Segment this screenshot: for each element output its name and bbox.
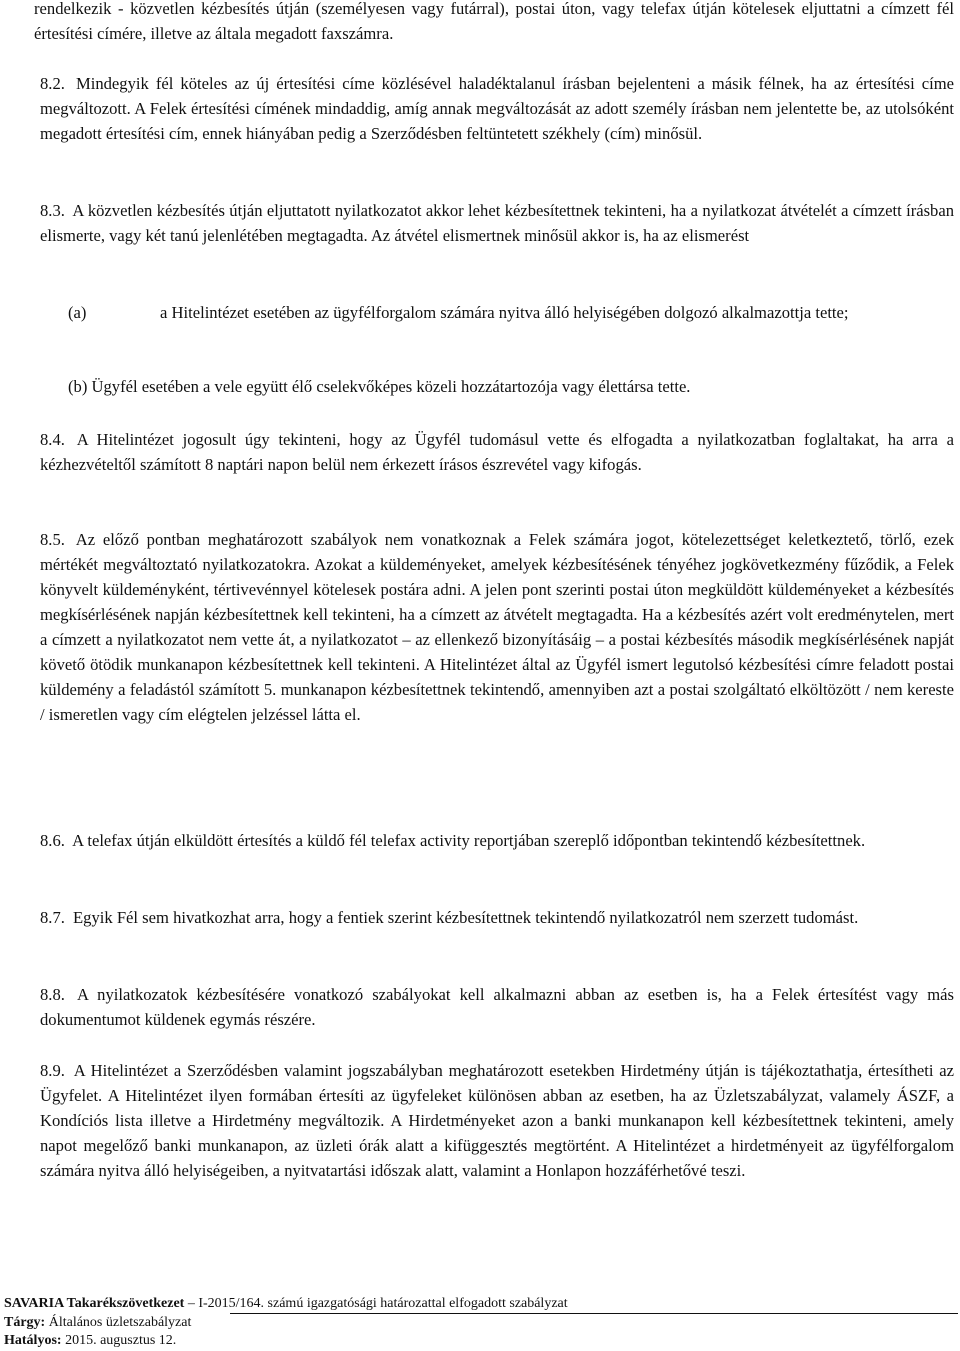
section-8-5 <box>40 527 954 727</box>
section-8-3 <box>40 198 954 248</box>
list-text: Ügyfél esetében a vele együtt élő cselekvőképes közeli hozzátartozója vagy élettársa tette. <box>91 377 691 396</box>
list-label: (b) <box>68 377 88 396</box>
section-number: 8.7. <box>40 908 65 927</box>
section-text: A telefax útján elküldött értesítés a küldő fél telefax activity reportjában szereplő időpontban tekintendő kézbesítettnek. <box>72 831 866 850</box>
section-8-2 <box>40 71 954 146</box>
section-8-9 <box>40 1058 954 1183</box>
list-text: a Hitelintézet esetében az ügyfélforgalom számára nyitva álló helyiségében dolgozó alkalmazottja tette; <box>160 303 849 322</box>
section-text: A nyilatkozatok kézbesítésére vonatkozó szabályokat kell alkalmazni abban az esetben is, ha a Felek értesítést vagy más dokumentumot küldenek egymás részére. <box>40 985 954 1029</box>
section-text: A Hitelintézet jogosult úgy tekinteni, hogy az Ügyfél tudomásul vette és elfogadta a nyilatkozatban foglaltakat, ha arra a kézhezvételtől számított 8 naptári napon belül nem érkezett írásos észrevétel vagy kifogás. <box>40 430 954 474</box>
section-text: Egyik Fél sem hivatkozhat arra, hogy a fentiek szerint kézbesítettnek tekintendő nyilatkozatról nem szerzett tudomást. <box>73 908 859 927</box>
footer-subject-label: Tárgy: <box>4 1315 46 1330</box>
footer-line-2 <box>0 1314 958 1332</box>
page-footer <box>0 1295 958 1350</box>
list-label: (a) <box>68 303 87 322</box>
section-8-4 <box>40 427 954 477</box>
section-number: 8.8. <box>40 985 65 1004</box>
footer-effective-label: Hatályos: <box>4 1333 62 1348</box>
footer-line-1 <box>0 1295 958 1313</box>
intro-paragraph: rendelkezik - közvetlen kézbesítés útján (személyesen vagy futárral), postai úton, vagy telefax útján kötelesek eljuttatni a címzett fél értesítési címére, illetve az általa megadott faxszámra. <box>34 0 954 43</box>
section-number: 8.9. <box>40 1061 65 1080</box>
section-text: Az előző pontban meghatározott szabályok nem vonatkoznak a Felek számára jogot, kötelezettséget keletkeztető, törlő, ezek mértékét megváltoztató nyilatkozatokra. Azokat a küldeményeket, amelyek kézbesítésének tényéhez jogkövetkezmény fűződik, a Felek könyvelt küldeményként, tértivevénnyel kötelesek postára adni. A jelen pont szerinti postai úton megküldött küldeményeket a kézbesítés megkísérlésének napján kézbesítettnek kell tekinteni, ha a címzett az átvételt megtagadta. Ha a kézbesítés azért volt eredménytelen, mert a címzett a nyilatkozatot nem vette át, a nyilatkozatot – az ellenkező bizonyításáig – a postai kézbesítés második megkísérlésének napját követő ötödik munkanapon kézbesítettnek kell tekinteni. A Hitelintézet által az Ügyfél ismert legutolsó kézbesítési címre feladott postai küldemény a feladástól számított 5. munkanapon kézbesítettnek tekintendő, amennyiben azt a postai szolgáltató elköltözött / nem kereste / ismeretlen vagy cím elégtelen jelzéssel látta el. <box>40 530 954 724</box>
footer-org: SAVARIA Takarékszövetkezet <box>4 1296 185 1311</box>
section-text: A Hitelintézet a Szerződésben valamint jogszabályban meghatározott esetekben Hirdetmény útján is tájékoztathatja, értesítheti az Ügyfelet. A Hitelintézet ilyen formában értesíti az ügyfeleket különösen abban az esetben, ha az Üzletszabályzat, valamely ÁSZF, a Kondíciós lista illetve a Hirdetmény megváltozik. A Hirdetményeket azon a banki munkanapon kell kézbesítettnek tekinteni, amely napot megelőző banki munkanapon, az üzleti órák alatt a kifüggesztés megtörtént. A Hitelintézet a hirdetményeit az ügyfélforgalom számára nyitva álló helyiségeiben, a nyitvatartási időszak alatt, valamint a Honlapon hozzáférhetővé teszi. <box>40 1061 955 1180</box>
footer-subject: Általános üzletszabályzat <box>45 1315 192 1330</box>
section-number: 8.6. <box>40 831 65 850</box>
section-8-7 <box>40 905 954 930</box>
footer-line-3 <box>0 1332 958 1350</box>
section-number: 8.4. <box>40 430 65 449</box>
section-8-8 <box>40 982 954 1032</box>
section-number: 8.3. <box>40 201 65 220</box>
section-8-6 <box>40 828 954 853</box>
section-number: 8.5. <box>40 530 65 549</box>
list-item-a <box>68 300 960 325</box>
section-number: 8.2. <box>40 74 65 93</box>
footer-decision: – I-2015/164. számú igazgatósági határozattal elfogadott szabályzat <box>184 1296 568 1311</box>
footer-effective: 2015. augusztus 12. <box>61 1333 177 1348</box>
section-text: A közvetlen kézbesítés útján eljuttatott nyilatkozatot akkor lehet kézbesítettnek tekinteni, ha a nyilatkozat átvételét a címzett írásban elismerte, vagy két tanú jelenlétében megtagadta. Az átvétel elismertnek minősül akkor is, ha az elismerést <box>40 201 955 245</box>
list-item-b <box>68 374 954 399</box>
section-text: Mindegyik fél köteles az új értesítési címe közlésével haladéktalanul írásban bejelenteni a másik félnek, ha az értesítési címe megváltozott. A Felek értesítési címének mindaddig, amíg annak megváltozását az adott személy írásban nem jelentette be, az utolsóként megadott értesítési cím, ennek hiányában pedig a Szerződésben feltüntetett székhely (cím) minősül. <box>40 74 954 143</box>
